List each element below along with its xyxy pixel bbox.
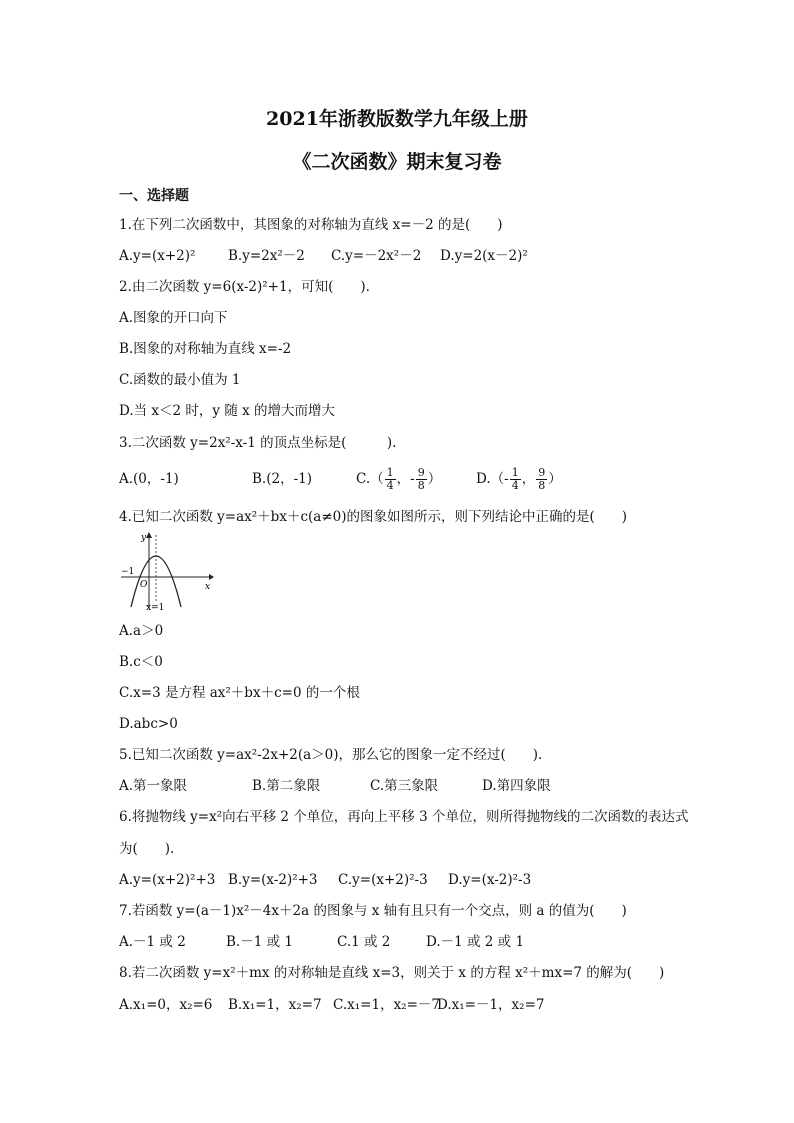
q6-option-d: D.y=(x-2)²-3 bbox=[448, 872, 532, 888]
q2-option-d: D.当 x＜2 时，y 随 x 的增大而增大 bbox=[119, 403, 336, 419]
q8-option-a: A.x₁=0，x₂=6 bbox=[119, 997, 213, 1013]
y-axis-arrow bbox=[146, 532, 152, 538]
q5-option-d: D.第四象限 bbox=[482, 778, 551, 794]
page-title: 2021年浙教版数学九年级上册 bbox=[266, 108, 528, 130]
q8-option-b: B.x₁=1，x₂=7 bbox=[228, 997, 322, 1013]
question-7-stem: 7.若函数 y=(a－1)x²－4x＋2a 的图象与 x 轴有且只有一个交点，则 a 的值为( ) bbox=[119, 903, 627, 919]
q3-c-den-1: 4 bbox=[386, 479, 394, 492]
question-6-stem-cont: 为( ). bbox=[119, 841, 175, 857]
q5-option-b: B.第二象限 bbox=[252, 778, 321, 794]
question-1-stem: 1.在下列二次函数中，其图象的对称轴为直线 x=－2 的是( ) bbox=[119, 217, 503, 233]
section-heading: 一、选择题 bbox=[119, 188, 189, 204]
question-1-options bbox=[119, 247, 528, 265]
q3-d-num-1: 1 bbox=[511, 466, 519, 479]
q3-c-frac-1 bbox=[385, 467, 396, 492]
question-4-stem: 4.已知二次函数 y=ax²＋bx＋c(a≠0)的图象如图所示，则下列结论中正确的是( ) bbox=[119, 509, 628, 525]
q3-d-suffix: ） bbox=[548, 471, 562, 487]
question-6-stem: 6.将抛物线 y=x²向右平移 2 个单位，再向上平移 3 个单位，则所得抛物线的二次函数的表达式 bbox=[119, 809, 689, 825]
question-3-options bbox=[119, 464, 562, 494]
q1-option-b: B.y=2x²－2 bbox=[228, 248, 305, 264]
question-3-stem: 3.二次函数 y=2x²-x-1 的顶点坐标是( ). bbox=[119, 435, 397, 451]
q3-d-num-2: 9 bbox=[538, 466, 546, 479]
q4-option-a: A.a＞0 bbox=[119, 623, 164, 639]
q1-option-d: D.y=2(x－2)² bbox=[440, 248, 528, 264]
q3-option-c bbox=[356, 464, 476, 494]
x-axis-arrow bbox=[209, 574, 214, 580]
q3-option-a: A.(0，-1) bbox=[119, 471, 179, 487]
q2-option-a: A.图象的开口向下 bbox=[119, 310, 228, 326]
question-8-stem: 8.若二次函数 y=x²＋mx 的对称轴是直线 x=3，则关于 x 的方程 x²＋mx=7 的解为( ) bbox=[119, 965, 665, 981]
q3-c-suffix: ） bbox=[427, 471, 442, 487]
q3-d-den-1: 4 bbox=[511, 479, 519, 492]
q7-option-a: A.－1 或 2 bbox=[119, 934, 186, 950]
q3-c-den-2: 8 bbox=[417, 479, 425, 492]
minus-one-label: −1 bbox=[121, 567, 135, 577]
q1-option-c: C.y=－2x²－2 bbox=[331, 248, 422, 264]
axis-line-label: x=1 bbox=[146, 603, 165, 611]
y-label: y bbox=[141, 533, 147, 543]
question-6-options bbox=[119, 871, 531, 889]
q3-c-num-1: 1 bbox=[386, 466, 394, 479]
q2-option-b: B.图象的对称轴为直线 x=-2 bbox=[119, 341, 292, 357]
q6-option-c: C.y=(x+2)²-3 bbox=[338, 872, 428, 888]
q5-option-a: A.第一象限 bbox=[119, 778, 188, 794]
parabola-graph bbox=[119, 531, 214, 611]
q3-option-b: B.(2，-1) bbox=[252, 471, 312, 487]
origin-label: O bbox=[140, 580, 148, 590]
q1-option-a: A.y=(x+2)² bbox=[119, 248, 196, 264]
q6-option-b: B.y=(x-2)²+3 bbox=[228, 872, 318, 888]
q3-d-den-2: 8 bbox=[538, 479, 546, 492]
question-2-stem: 2.由二次函数 y=6(x-2)²+1，可知( ). bbox=[119, 279, 370, 295]
q5-option-c: C.第三象限 bbox=[370, 778, 439, 794]
q4-option-b: B.c＜0 bbox=[119, 654, 163, 670]
q3-d-frac-2 bbox=[536, 467, 547, 492]
q3-c-prefix: C.（ bbox=[356, 471, 384, 487]
q8-option-c: C.x₁=1，x₂=－7 bbox=[333, 997, 440, 1013]
x-label: x bbox=[205, 582, 211, 592]
q3-c-mid: ，- bbox=[396, 471, 415, 487]
q3-c-frac-2 bbox=[416, 467, 427, 492]
q7-option-d: D.－1 或 2 或 1 bbox=[426, 934, 525, 950]
q3-d-frac-1 bbox=[510, 467, 521, 492]
q3-d-mid: ， bbox=[521, 471, 536, 487]
q3-d-prefix: D.（- bbox=[476, 471, 509, 487]
question-5-options bbox=[119, 777, 551, 795]
q8-option-d: D.x₁=－1，x₂=7 bbox=[437, 997, 545, 1013]
q2-option-c: C.函数的最小值为 1 bbox=[119, 372, 241, 388]
q4-option-d: D.abc>0 bbox=[119, 716, 178, 732]
question-7-options bbox=[119, 933, 524, 951]
q7-option-c: C.1 或 2 bbox=[337, 934, 391, 950]
q4-option-c: C.x=3 是方程 ax²＋bx＋c=0 的一个根 bbox=[119, 685, 360, 701]
page-subtitle: 《二次函数》期末复习卷 bbox=[292, 151, 502, 173]
q6-option-a: A.y=(x+2)²+3 bbox=[119, 872, 216, 888]
q3-option-d bbox=[476, 464, 562, 494]
q7-option-b: B.－1 或 1 bbox=[226, 934, 293, 950]
question-8-options bbox=[119, 996, 545, 1014]
q3-c-num-2: 9 bbox=[417, 466, 425, 479]
question-5-stem: 5.已知二次函数 y=ax²-2x+2(a＞0)，那么它的图象一定不经过( ). bbox=[119, 747, 543, 763]
